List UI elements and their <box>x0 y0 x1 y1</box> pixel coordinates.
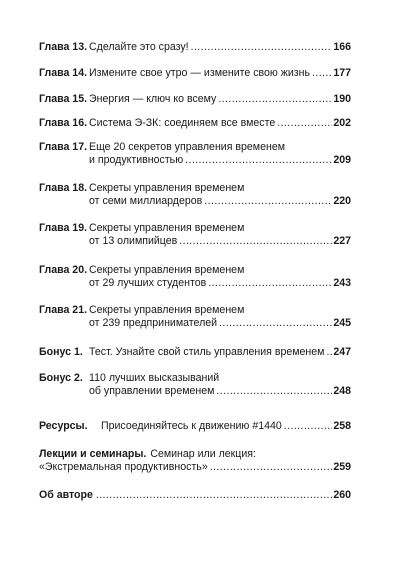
toc-entry-lectures[interactable] <box>39 448 351 474</box>
toc-entry-about-author[interactable] <box>39 489 351 502</box>
entry-label: Глава 20. <box>39 264 88 276</box>
page-number: 243 <box>333 277 351 289</box>
entry-title: Энергия — ключ ко всему <box>89 93 217 105</box>
entry-label: Глава 14. <box>39 67 88 79</box>
leader-dots <box>312 67 332 80</box>
entry-label: Глава 15. <box>39 93 88 105</box>
entry-title-cont: от 13 олимпийцев <box>89 235 178 247</box>
leader-dots <box>208 277 332 290</box>
leader-dots <box>96 489 332 502</box>
leader-dots <box>204 195 332 208</box>
page-number: 166 <box>333 41 351 53</box>
entry-title: Секреты управления временем <box>89 222 245 234</box>
page-number: 258 <box>333 420 351 432</box>
entry-title: 110 лучших высказываний <box>89 372 220 384</box>
page-number: 247 <box>333 346 351 358</box>
leader-dots <box>218 93 332 106</box>
entry-title: Присоединяйтесь к движению #1440 <box>101 420 282 432</box>
toc-entry-chapter-17[interactable] <box>39 141 351 167</box>
entry-title: Секреты управления временем <box>89 182 245 194</box>
leader-dots <box>219 317 332 330</box>
entry-label: Глава 21. <box>39 304 88 316</box>
entry-title-cont: «Экстремальная продуктивность» <box>39 461 208 473</box>
entry-title: Тест. Узнайте свой стиль управления временем <box>89 346 325 358</box>
toc-entry-chapter-16[interactable] <box>39 117 351 130</box>
entry-label: Глава 13. <box>39 41 88 53</box>
toc-entry-resources[interactable] <box>39 420 351 433</box>
toc-entry-chapter-21[interactable] <box>39 304 351 330</box>
page-number: 259 <box>333 461 351 473</box>
page-number: 190 <box>333 93 351 105</box>
toc-entry-chapter-19[interactable] <box>39 222 351 248</box>
entry-label: Об авторе <box>39 489 93 501</box>
entry-title: Система Э-ЗК: соединяем все вместе <box>89 117 276 129</box>
toc-entry-chapter-15[interactable] <box>39 93 351 106</box>
page-number: 220 <box>333 195 351 207</box>
entry-title-cont: от 29 лучших студентов <box>89 277 207 289</box>
entry-title-cont: от семи миллиардеров <box>89 195 203 207</box>
leader-dots <box>179 235 332 248</box>
entry-title: Измените свое утро — измените свою жизнь <box>89 67 311 79</box>
page-number: 202 <box>333 117 351 129</box>
page-number: 260 <box>333 489 351 501</box>
entry-label: Глава 16. <box>39 117 88 129</box>
page-number: 177 <box>333 67 351 79</box>
entry-title: Сделайте это сразу! <box>89 41 189 53</box>
entry-label: Бонус 2. <box>39 372 83 384</box>
leader-dots <box>210 461 333 474</box>
entry-title: Секреты управления временем <box>89 264 245 276</box>
leader-dots <box>191 41 333 54</box>
leader-dots <box>284 420 333 433</box>
toc-entry-bonus-1[interactable] <box>39 346 351 359</box>
entry-label: Глава 17. <box>39 141 88 153</box>
toc-entry-bonus-2[interactable] <box>39 372 351 398</box>
entry-label: Глава 19. <box>39 222 88 234</box>
leader-dots <box>216 385 332 398</box>
toc-entry-chapter-14[interactable] <box>39 67 351 80</box>
page-number: 227 <box>333 235 351 247</box>
toc-entry-chapter-18[interactable] <box>39 182 351 208</box>
entry-title-cont: об управлении временем <box>89 385 215 397</box>
entry-title-cont: от 239 предпринимателей <box>89 317 218 329</box>
leader-dots <box>326 346 332 359</box>
leader-dots <box>185 154 332 167</box>
toc-entry-chapter-20[interactable] <box>39 264 351 290</box>
entry-label: Бонус 1. <box>39 346 83 358</box>
page-number: 209 <box>333 154 351 166</box>
entry-label: Глава 18. <box>39 182 88 194</box>
page-number: 245 <box>333 317 351 329</box>
leader-dots <box>277 117 332 130</box>
toc-entry-chapter-13[interactable] <box>39 41 351 54</box>
entry-label: Ресурсы. <box>39 420 88 432</box>
entry-label: Лекции и семинары. <box>39 448 147 460</box>
entry-title-cont: и продуктивностью <box>89 154 184 166</box>
entry-title: Секреты управления временем <box>89 304 245 316</box>
entry-title: Еще 20 секретов управления временем <box>89 141 286 153</box>
page-number: 248 <box>333 385 351 397</box>
entry-title: Семинар или лекция: <box>150 448 256 460</box>
